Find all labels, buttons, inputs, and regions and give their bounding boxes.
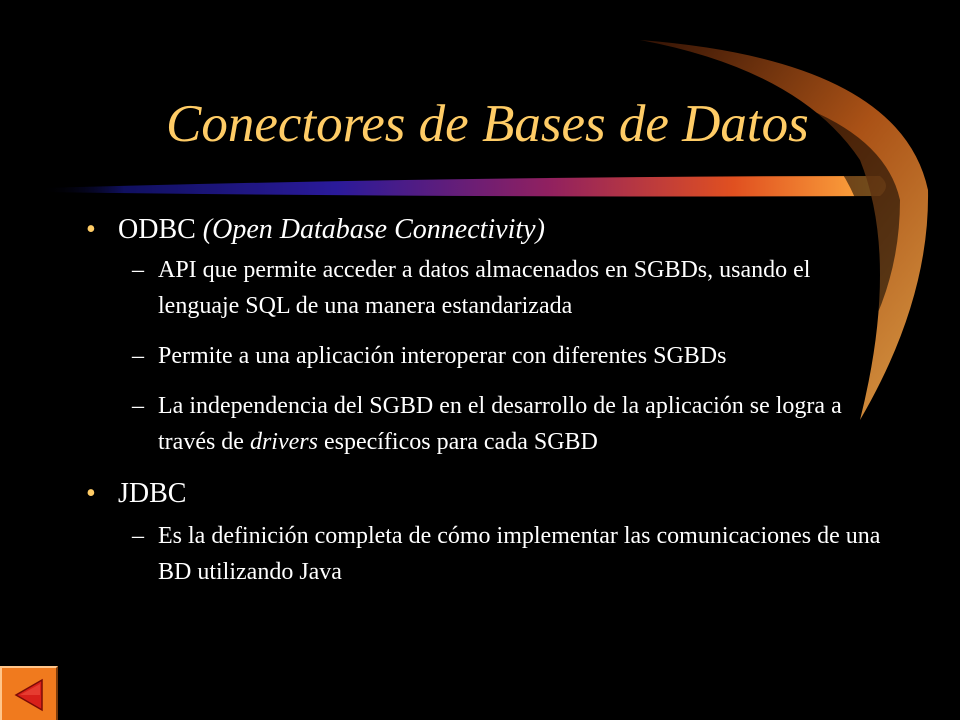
sub-dash: – (132, 343, 144, 369)
bullet-dot: • (86, 478, 96, 509)
subitem-text: Es la definición completa de cómo implementar las comunicaciones de una BD utilizando Java (158, 523, 881, 585)
bullet-jdbc (86, 476, 886, 512)
subitem-text-before: La independencia del SGBD en el desarrollo de la aplicación se logra a través de (158, 393, 842, 455)
jdbc-subitems (86, 518, 886, 590)
subitem-text-italic: drivers (249, 429, 318, 455)
bullet-label: JDBC (118, 478, 187, 509)
subitem-api (86, 252, 886, 324)
sub-dash: – (132, 393, 144, 419)
slide-body (86, 212, 886, 590)
triangle-left-icon (12, 678, 48, 712)
bullet-odbc (86, 212, 886, 248)
sub-dash: – (132, 257, 144, 283)
swoosh-band (40, 176, 886, 197)
sub-dash: – (132, 523, 144, 549)
subitem-interoperar (86, 338, 886, 374)
bullet-label-italic: (Open Database Connectivity) (202, 214, 545, 245)
subitem-text-after: específicos para cada SGBD (317, 429, 598, 455)
subitem-text: Permite a una aplicación interoperar con diferentes SGBDs (158, 343, 727, 369)
subitem-definicion (86, 518, 886, 590)
subitem-text: API que permite acceder a datos almacenados en SGBDs, usando el lenguaje SQL de una manera estandarizada (158, 257, 811, 319)
bullet-dot: • (86, 214, 96, 245)
subitem-independencia (86, 388, 886, 460)
slide-title: Conectores de Bases de Datos (166, 95, 809, 153)
odbc-subitems (86, 252, 886, 460)
previous-slide-button[interactable] (0, 666, 58, 720)
bullet-label: ODBC (118, 214, 203, 245)
